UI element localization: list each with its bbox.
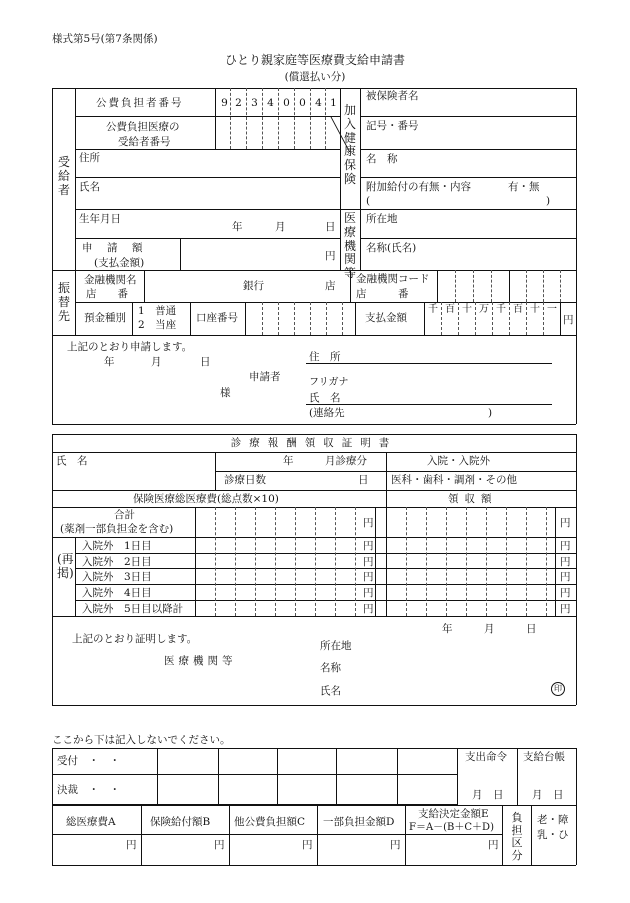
row-day4: 入院外 4日目: [82, 587, 152, 599]
col-other-public: 他公費負担額C: [234, 816, 306, 828]
col-insurance-benefit: 保険給付額B: [150, 816, 211, 828]
symbol-number-label: 記号・番号: [366, 120, 419, 132]
yen-c: 円: [302, 839, 313, 851]
certify-date: 年 月 日: [442, 623, 537, 635]
received-label: 受付 ・ ・: [57, 755, 120, 767]
birth-label: 生年月日: [79, 213, 121, 225]
birth-day: 日: [325, 221, 336, 233]
address-label: 住所: [79, 152, 100, 164]
row2-yen-left: 円: [363, 556, 374, 568]
col-total-cost: 総医療費A: [66, 816, 116, 828]
recipient-no-label-2: 受給者番号: [118, 136, 171, 148]
row-day3: 入院外 3日目: [82, 571, 152, 583]
contact-label: (連絡先: [309, 407, 345, 419]
burden-digit-1: 9: [221, 97, 228, 109]
total-cost-label: 保険医療総医療費(総点数×10): [133, 493, 279, 505]
pay-amount-yen: 円: [563, 314, 574, 326]
bank-suffix: 銀行: [243, 280, 264, 292]
transfer-side-label: 振替先: [57, 281, 70, 323]
decided-amount-1: 支給決定金額E: [418, 808, 489, 820]
institution-name-label: 名称(氏名): [366, 242, 417, 254]
sum-label-1: 合計: [114, 509, 135, 521]
contact-close: ): [488, 407, 493, 419]
burden-digit-5: 0: [283, 97, 290, 109]
bank-code-label-1: 金融機関コード: [356, 273, 430, 285]
row4-yen-left: 円: [363, 587, 374, 599]
unit-sen-2: 千: [496, 304, 506, 315]
sama-label: 様: [220, 387, 231, 399]
extra-benefit-label: 附加給付の有無・内容: [366, 181, 471, 193]
unit-sen-1: 千: [428, 304, 438, 315]
row-day1: 入院外 1日目: [82, 540, 152, 552]
birth-month: 月: [275, 221, 286, 233]
repost-label: (再掲): [57, 552, 74, 580]
pay-order-date: 月 日: [472, 789, 504, 801]
burden-digit-6: 0: [299, 97, 306, 109]
sum-yen-right: 円: [560, 517, 571, 529]
application-statement: 上記のとおり申請します。: [67, 341, 193, 353]
unit-juu-2: 十: [530, 304, 540, 315]
amount-label-1: 申 請 額: [82, 242, 145, 254]
row1-yen-right: 円: [560, 540, 571, 552]
unit-juu-1: 十: [462, 304, 472, 315]
row2-yen-right: 円: [560, 556, 571, 568]
decision-label: 決裁 ・ ・: [57, 784, 120, 796]
treatment-days-label: 診療日数: [224, 474, 266, 486]
certify-name: 名称: [320, 662, 341, 674]
burden-digit-7: 4: [315, 97, 322, 109]
institution-label: 医療機関等: [164, 655, 237, 667]
insurance-name-label: 名 称: [366, 153, 398, 165]
branch-suffix: 店: [325, 280, 336, 292]
row1-yen-left: 円: [363, 540, 374, 552]
application-day: 日: [200, 356, 211, 368]
row5-yen-left: 円: [363, 603, 374, 615]
in-out-patient: 入院・入院外: [427, 455, 490, 467]
application-year: 年: [104, 356, 115, 368]
sum-yen-left: 円: [363, 517, 374, 529]
form-subtitle: (償還払い分): [284, 71, 346, 83]
row3-yen-left: 円: [363, 571, 374, 583]
burden-digit-3: 3: [251, 97, 258, 109]
certify-person: 氏名: [320, 685, 341, 697]
department-choice: 医科・歯科・調剤・その他: [391, 474, 517, 486]
treatment-month: 年 月診療分: [283, 455, 367, 467]
unit-hyaku-2: 百: [513, 304, 523, 315]
patient-name-label: 氏 名: [56, 455, 88, 467]
unit-ichi: 一: [547, 304, 557, 315]
applicant-label: 申請者: [249, 371, 281, 383]
extra-paren-open: (: [366, 195, 371, 207]
receipt-amount-label: 領収額: [448, 493, 498, 505]
birth-year: 年: [232, 221, 243, 233]
yen-a: 円: [126, 839, 137, 851]
ledger-date: 月 日: [532, 789, 564, 801]
institution-side-label: 医療機関等: [343, 211, 356, 281]
recipient-side-label: 受給者: [57, 155, 70, 197]
treatment-days-unit: 日: [358, 474, 369, 486]
certify-location: 所在地: [320, 640, 352, 652]
form-number: 様式第5号(第7条関係): [52, 33, 158, 45]
insured-name-label: 被保険者名: [366, 90, 419, 102]
ledger-label: 支給台帳: [523, 751, 565, 763]
applicant-name-label: 氏 名: [309, 392, 341, 404]
unit-hyaku-1: 百: [445, 304, 455, 315]
unit-man: 万: [479, 304, 489, 315]
burden-digit-8: 1: [330, 97, 337, 109]
row5-yen-right: 円: [560, 603, 571, 615]
applicant-address-label: 住 所: [309, 351, 341, 363]
amount-label-2: (支払金額): [94, 257, 145, 269]
certify-statement: 上記のとおり証明します。: [72, 633, 198, 645]
certificate-title: 診療報酬領収証明書: [230, 437, 398, 449]
deposit-type-2: 2 当座: [138, 319, 177, 331]
deposit-type-label: 預金種別: [84, 312, 126, 324]
bank-name-label-1: 金融機関名: [84, 274, 137, 286]
seal-mark: 印: [551, 682, 565, 696]
institution-location-label: 所在地: [366, 213, 398, 225]
sum-label-2: (薬剤一部負担金を含む): [60, 523, 174, 535]
burden-digit-4: 4: [267, 97, 274, 109]
decided-amount-2: F＝A－(B＋C＋D): [409, 822, 494, 833]
bank-code-label-2: 店 番: [356, 288, 409, 300]
col-partial-burden: 一部負担金額D: [323, 816, 395, 828]
old-class-2: 乳・ひ: [537, 829, 569, 841]
row3-yen-right: 円: [560, 571, 571, 583]
recipient-no-label-1: 公費負担医療の: [106, 121, 180, 133]
pay-amount-label: 支払金額: [365, 312, 407, 324]
furigana-label: フリガナ: [309, 377, 349, 388]
application-month: 月: [151, 356, 162, 368]
yen-e: 円: [488, 839, 499, 851]
office-note: ここから下は記入しないでください。: [52, 734, 231, 746]
deposit-type-1: 1 普通: [138, 305, 177, 317]
name-label: 氏名: [79, 181, 100, 193]
amount-yen: 円: [325, 250, 336, 262]
burden-no-label: 公費負担者番号: [96, 97, 184, 109]
extra-benefit-choice: 有・無: [508, 181, 540, 193]
burden-digit-2: 2: [235, 97, 242, 109]
row4-yen-right: 円: [560, 587, 571, 599]
form-title: ひとり親家庭等医療費支給申請書: [224, 53, 405, 67]
burden-class-label: 負担区分: [511, 811, 523, 862]
row-day2: 入院外 2日目: [82, 556, 152, 568]
extra-paren-close: ): [546, 195, 551, 207]
account-no-label: 口座番号: [196, 312, 238, 324]
bank-name-label-2: 店 番: [86, 288, 128, 300]
old-class-1: 老・障: [537, 814, 569, 826]
row-day5plus: 入院外 5日目以降計: [82, 603, 184, 615]
pay-order-label: 支出命令: [465, 751, 507, 763]
yen-d: 円: [390, 839, 401, 851]
yen-b: 円: [214, 839, 225, 851]
insurance-side-label: 加入健康保険: [343, 103, 356, 186]
